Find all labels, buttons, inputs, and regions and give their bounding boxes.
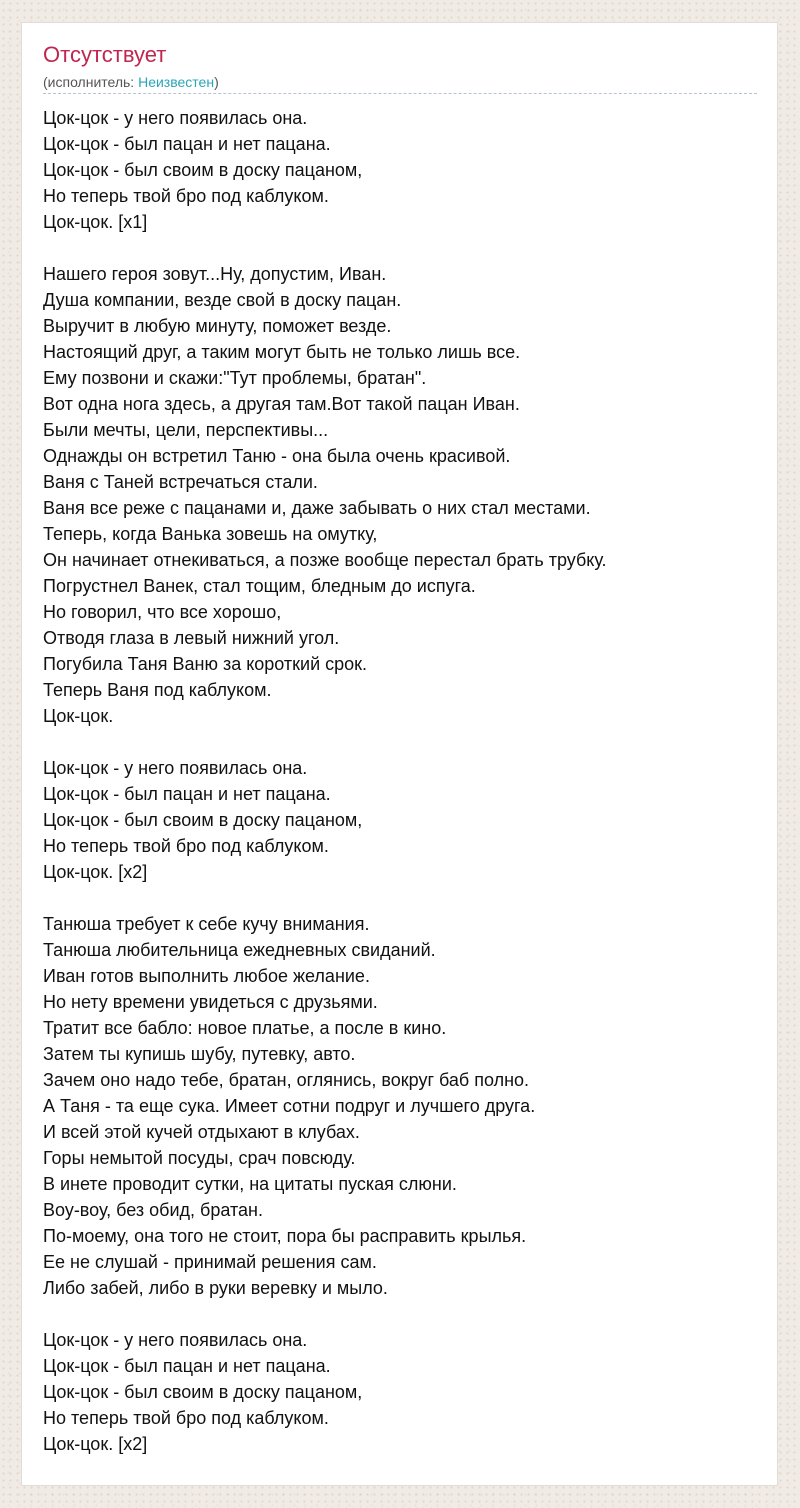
lyric-line: Горы немытой посуды, срач повсюду. xyxy=(43,1148,356,1168)
lyric-line: Нашего героя зовут...Ну, допустим, Иван. xyxy=(43,264,387,284)
lyrics-card xyxy=(21,22,778,1486)
lyric-line: Иван готов выполнить любое желание. xyxy=(43,966,370,986)
artist-line xyxy=(43,73,219,91)
lyric-line: Ее не слушай - принимай решения сам. xyxy=(43,1252,377,1272)
lyric-line: Но нету времени увидеться с друзьями. xyxy=(43,992,378,1012)
lyric-line: Но теперь твой бро под каблуком. xyxy=(43,186,329,206)
lyric-line: Душа компании, везде свой в доску пацан. xyxy=(43,290,402,310)
stanza-break xyxy=(43,235,767,261)
lyric-line: Ваня с Таней встречаться стали. xyxy=(43,472,318,492)
stanza-break xyxy=(43,1301,767,1327)
lyric-line: Он начинает отнекиваться, а позже вообще перестал брать трубку. xyxy=(43,550,607,570)
lyric-line: Но теперь твой бро под каблуком. xyxy=(43,1408,329,1428)
lyric-line: Цок-цок - был пацан и нет пацана. xyxy=(43,134,331,154)
lyric-line: Цок-цок - был своим в доску пацаном, xyxy=(43,810,363,830)
lyric-line: Цок-цок - был своим в доску пацаном, xyxy=(43,160,363,180)
lyric-line: Танюша любительница ежедневных свиданий. xyxy=(43,940,436,960)
lyrics-text xyxy=(43,105,767,1457)
lyric-line: Погубила Таня Ваню за короткий срок. xyxy=(43,654,368,674)
lyric-line: Однажды он встретил Таню - она была очень красивой. xyxy=(43,446,511,466)
lyric-line: Затем ты купишь шубу, путевку, авто. xyxy=(43,1044,356,1064)
lyric-line: Цок-цок - был своим в доску пацаном, xyxy=(43,1382,363,1402)
stanza-break xyxy=(43,885,767,911)
lyric-line: Ему позвони и скажи:"Тут проблемы, братан". xyxy=(43,368,427,388)
lyric-line: Цок-цок - был пацан и нет пацана. xyxy=(43,784,331,804)
divider xyxy=(43,93,757,94)
lyric-line: Отводя глаза в левый нижний угол. xyxy=(43,628,340,648)
lyric-line: Цок-цок. [x2] xyxy=(43,1434,148,1454)
lyric-line: Танюша требует к себе кучу внимания. xyxy=(43,914,370,934)
lyric-line: По-моему, она того не стоит, пора бы расправить крылья. xyxy=(43,1226,527,1246)
lyric-line: Но теперь твой бро под каблуком. xyxy=(43,836,329,856)
lyric-line: Настоящий друг, а таким могут быть не только лишь все. xyxy=(43,342,521,362)
lyric-line: Цок-цок - у него появилась она. xyxy=(43,758,308,778)
lyric-line: Цок-цок. xyxy=(43,706,114,726)
stanza-break xyxy=(43,729,767,755)
lyric-line: Цок-цок. [x2] xyxy=(43,862,148,882)
lyric-line: Выручит в любую минуту, поможет везде. xyxy=(43,316,392,336)
lyric-line: Тратит все бабло: новое платье, а после в кино. xyxy=(43,1018,447,1038)
lyric-line: Цок-цок - у него появилась она. xyxy=(43,108,308,128)
lyric-line: Воу-воу, без обид, братан. xyxy=(43,1200,263,1220)
song-title: Отсутствует xyxy=(43,42,167,67)
lyric-line: А Таня - та еще сука. Имеет сотни подруг и лучшего друга. xyxy=(43,1096,536,1116)
lyric-line: Вот одна нога здесь, а другая там.Вот такой пацан Иван. xyxy=(43,394,520,414)
lyric-line: Цок-цок - был пацан и нет пацана. xyxy=(43,1356,331,1376)
artist-prefix: (исполнитель: xyxy=(43,74,139,90)
lyric-line: Ваня все реже с пацанами и, даже забывать о них стал местами. xyxy=(43,498,591,518)
lyric-line: Но говорил, что все хорошо, xyxy=(43,602,282,622)
lyric-line: И всей этой кучей отдыхают в клубах. xyxy=(43,1122,360,1142)
lyric-line: Теперь, когда Ванька зовешь на омутку, xyxy=(43,524,378,544)
lyric-line: Были мечты, цели, перспективы... xyxy=(43,420,329,440)
lyric-line: Цок-цок - у него появилась она. xyxy=(43,1330,308,1350)
lyric-line: Зачем оно надо тебе, братан, оглянись, вокруг баб полно. xyxy=(43,1070,530,1090)
lyric-line: В инете проводит сутки, на цитаты пуская слюни. xyxy=(43,1174,457,1194)
lyric-line: Цок-цок. [x1] xyxy=(43,212,148,232)
lyric-line: Погрустнел Ванек, стал тощим, бледным до испуга. xyxy=(43,576,476,596)
lyric-line: Теперь Ваня под каблуком. xyxy=(43,680,272,700)
artist-link[interactable]: Неизвестен xyxy=(138,74,215,90)
artist-suffix: ) xyxy=(214,74,219,90)
lyric-line: Либо забей, либо в руки веревку и мыло. xyxy=(43,1278,388,1298)
